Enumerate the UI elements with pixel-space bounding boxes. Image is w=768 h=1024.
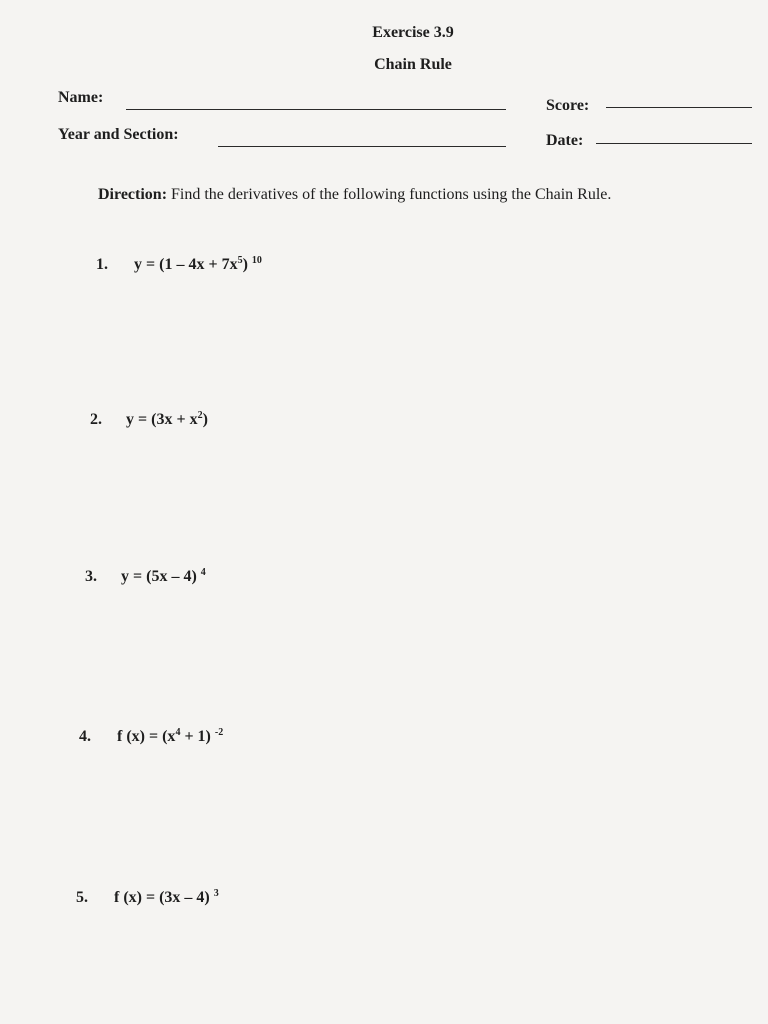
problem-expression	[114, 889, 219, 907]
problem-1	[96, 256, 262, 274]
expr-base: y = (3x + x	[126, 411, 198, 428]
expr-base: y = (1 – 4x + 7x	[134, 256, 238, 273]
year-section-label: Year and Section:	[58, 126, 179, 143]
expr-base: f (x) = (3x – 4)	[114, 889, 210, 906]
inner-exponent: 2	[197, 410, 203, 421]
problem-expression	[121, 568, 206, 586]
expr-close: )	[242, 256, 248, 273]
score-label: Score:	[546, 97, 590, 114]
problem-expression	[126, 411, 208, 429]
problem-4	[79, 728, 223, 746]
direction-text	[98, 186, 611, 204]
inner-exponent: 4	[175, 727, 181, 738]
problem-2	[90, 411, 208, 429]
problem-3	[85, 568, 206, 586]
score-line	[606, 107, 752, 108]
date-line	[596, 143, 752, 144]
problem-expression	[117, 728, 223, 746]
name-label: Name:	[58, 89, 104, 106]
problem-number: 5.	[76, 889, 88, 906]
expr-close: )	[202, 411, 208, 428]
year-section-line	[218, 146, 506, 147]
inner-exponent: 5	[237, 255, 243, 266]
outer-exponent: 10	[251, 255, 262, 266]
problem-number: 4.	[79, 728, 91, 745]
problem-number: 3.	[85, 568, 97, 585]
problem-number: 2.	[90, 411, 102, 428]
name-line	[126, 109, 506, 110]
problem-expression	[134, 256, 262, 274]
expr-base: y = (5x – 4)	[121, 568, 197, 585]
outer-exponent: -2	[214, 727, 224, 738]
direction-body: Find the derivatives of the following functions using the Chain Rule.	[171, 186, 612, 203]
problem-number: 1.	[96, 256, 108, 273]
outer-exponent: 3	[213, 888, 219, 899]
date-label: Date:	[546, 132, 584, 149]
topic-title: Chain Rule	[374, 56, 452, 73]
outer-exponent: 4	[200, 567, 206, 578]
problem-5	[76, 889, 219, 907]
expr-base: f (x) = (x	[117, 728, 176, 745]
expr-close: + 1)	[180, 728, 211, 745]
exercise-title: Exercise 3.9	[372, 24, 454, 41]
direction-label: Direction:	[98, 186, 168, 203]
